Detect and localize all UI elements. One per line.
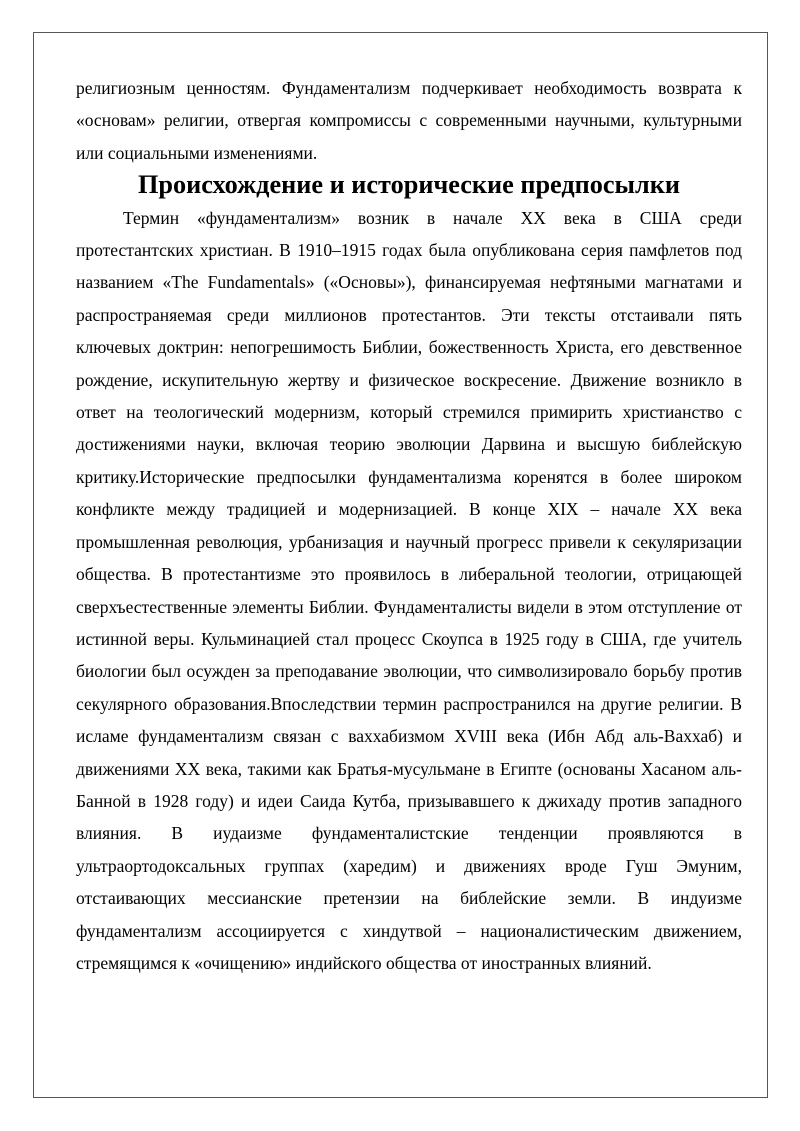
document-body <box>76 72 742 979</box>
section-heading: Происхождение и исторические предпосылки <box>137 170 681 200</box>
intro-paragraph: религиозным ценностям. Фундаментализм подчеркивает необходимость возврата к «основам» религии, отвергая компромиссы с современными научными, культурными или социальными изменениями. <box>76 78 742 163</box>
main-paragraph: Термин «фундаментализм» возник в начале XX века в США среди протестантских христиан. В 1910–1915 годах была опубликована серия памфлетов под названием «The Fundamentals» («Основы»), финансируемая нефтяными магнатами и распространяемая среди миллионов протестантов. Эти тексты отстаивали пять ключевых доктрин: непогрешимость Библии, божественность Христа, его девственное рождение, искупительную жертву и физическое воскресение. Движение возникло в ответ на теологический модернизм, который стремился примирить христианство с достижениями науки, включая теорию эволюции Дарвина и высшую библейскую критику.Исторические предпосылки фундаментализма коренятся в более широком конфликте между традицией и модернизацией. В конце XIX – начале XX века промышленная революция, урбанизация и научный прогресс привели к секуляризации общества. В протестантизме это проявилось в либеральной теологии, отрицающей сверхъестественные элементы Библии. Фундаменталисты видели в этом отступление от истинной веры. Кульминацией стал процесс Скоупса в 1925 году в США, где учитель биологии был осужден за преподавание эволюции, что символизировало борьбу против секулярного образования.Впоследствии термин распространился на другие религии. В исламе фундаментализм связан с ваххабизмом XVIII века (Ибн Абд аль-Ваххаб) и движениями XX века, такими как Братья-мусульмане в Египте (основаны Хасаном аль-Банной в 1928 году) и идеи Саида Кутба, призывавшего к джихаду против западного влияния. В иудаизме фундаменталистские тенденции проявляются в ультраортодоксальных группах (харедим) и движениях вроде Гуш Эмуним, отстаивающих мессианские претензии на библейские земли. В индуизме фундаментализм ассоциируется с хиндутвой – националистическим движением, стремящимся к «очищению» индийского общества от иностранных влияний. <box>76 207 742 973</box>
